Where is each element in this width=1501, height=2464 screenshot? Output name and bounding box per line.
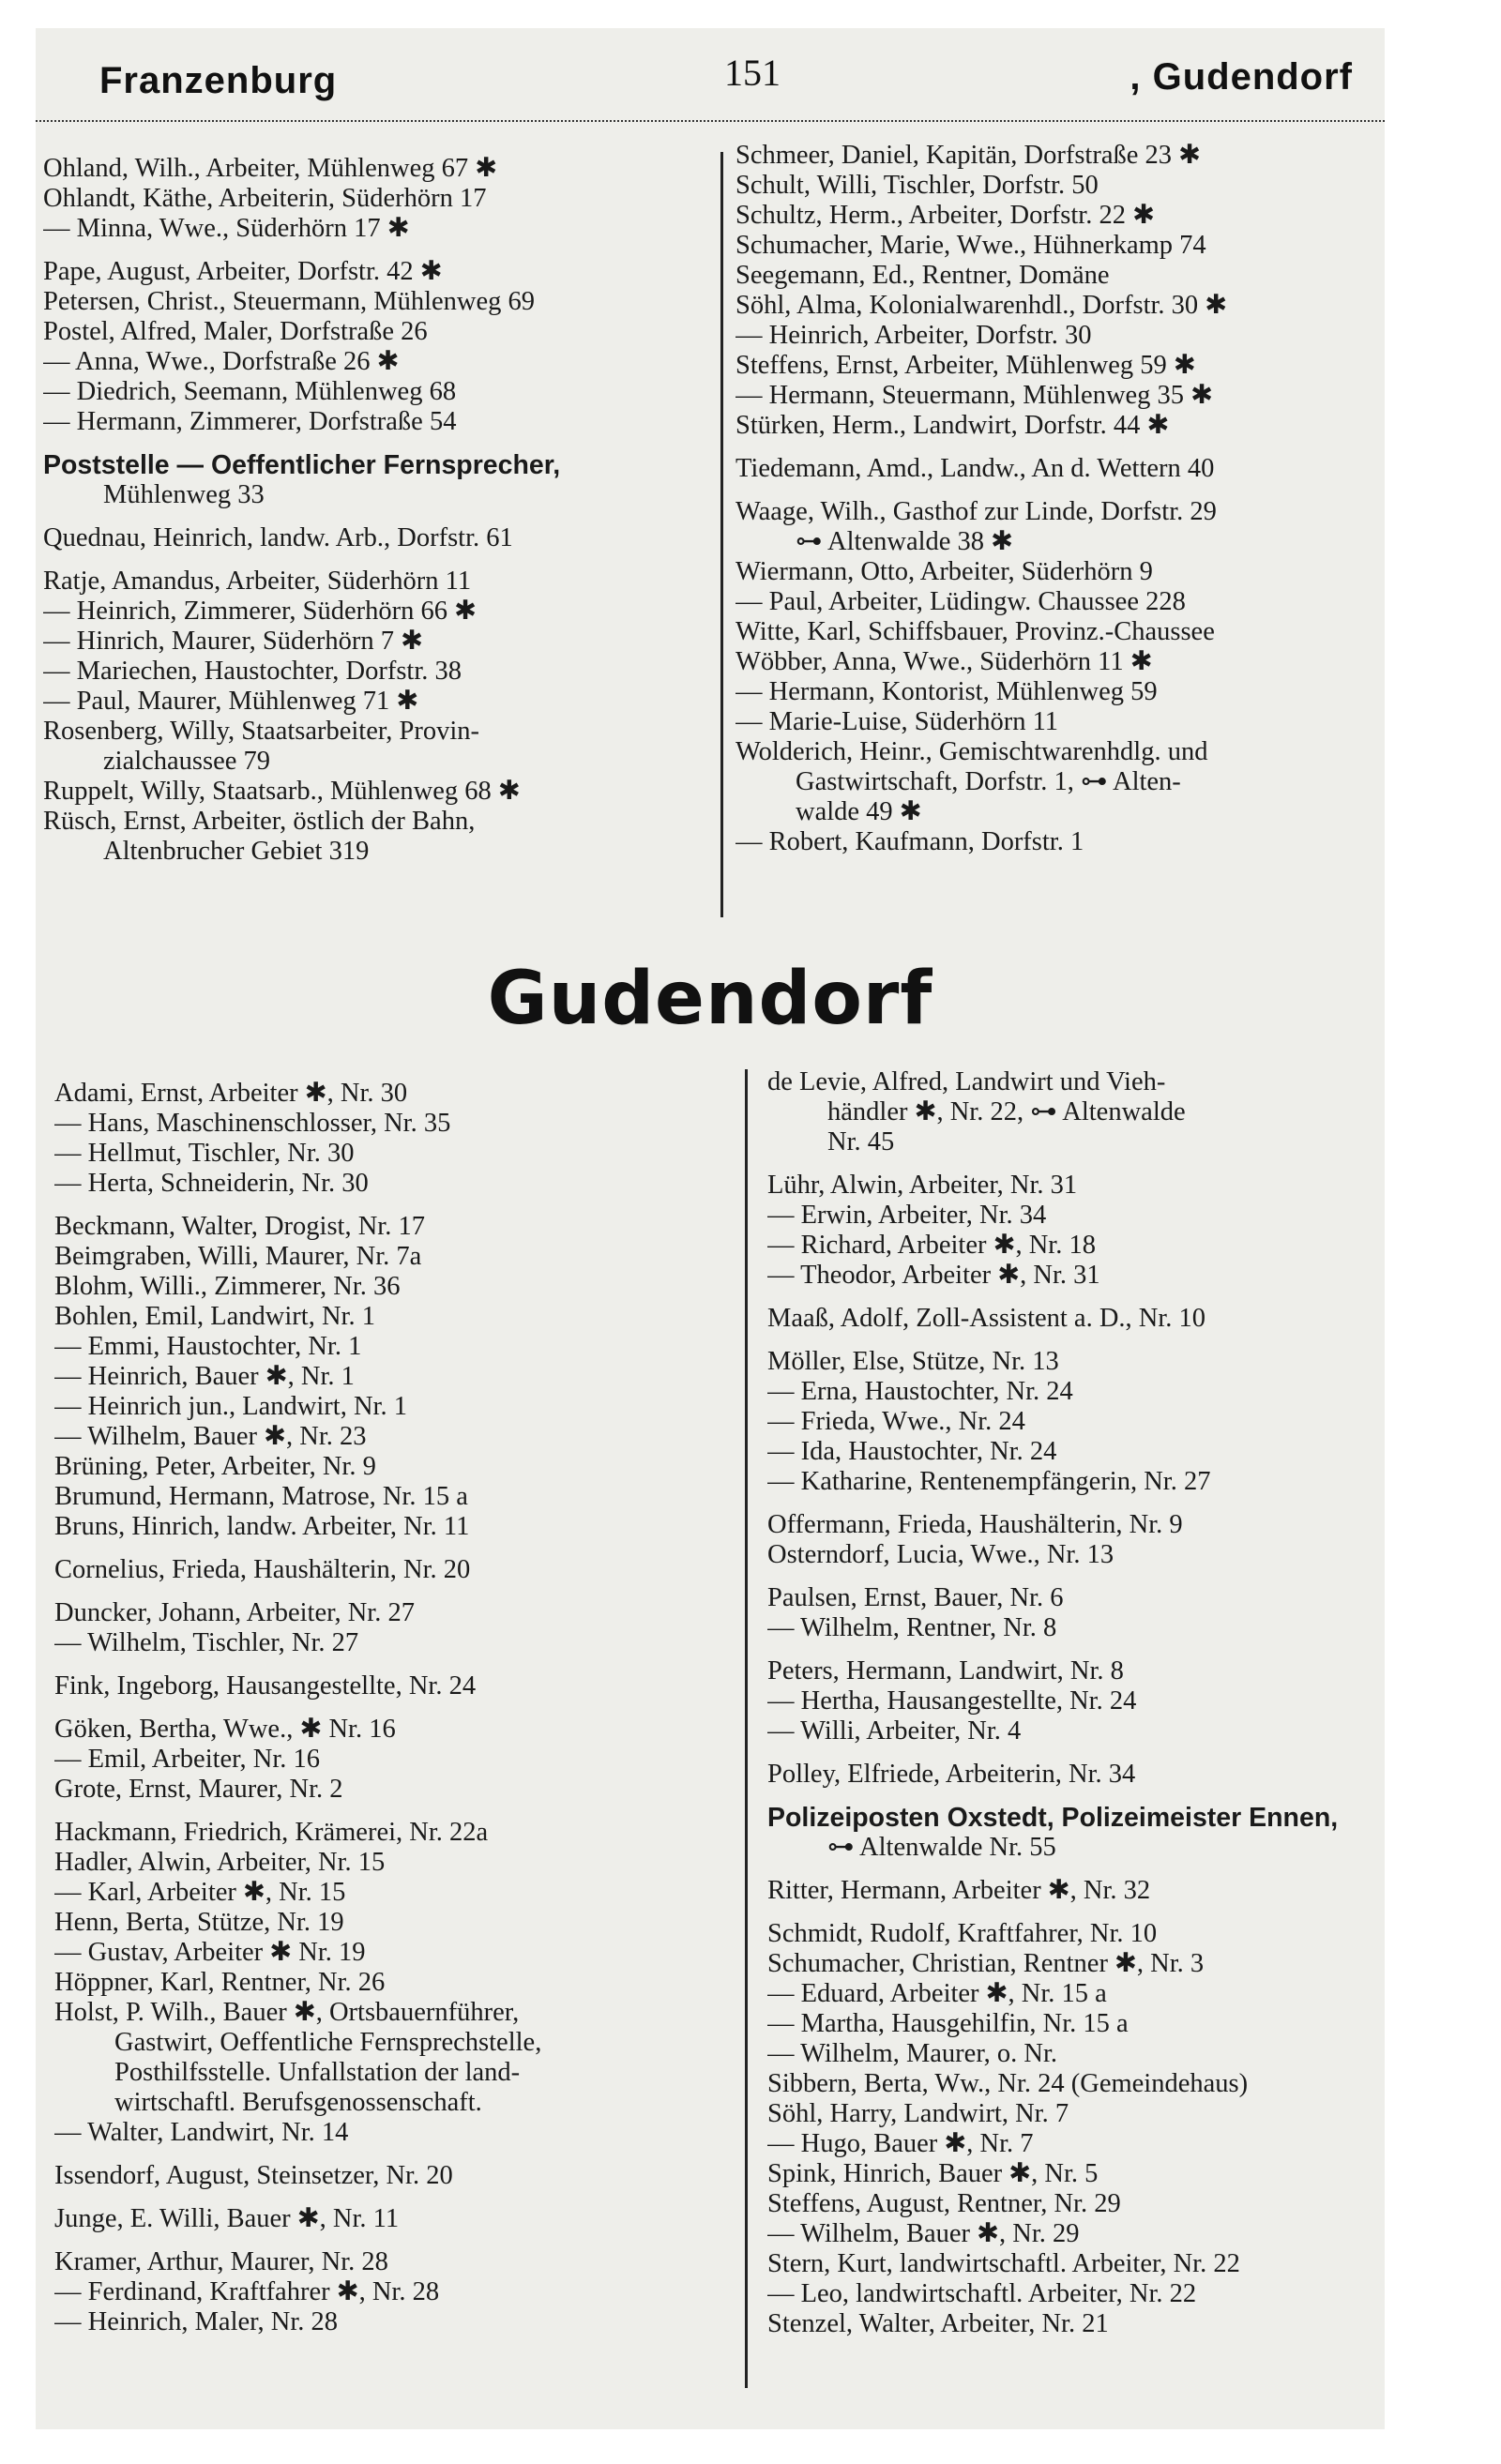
- directory-entry: Quednau, Heinrich, landw. Arb., Dorfstr. 61: [43, 523, 513, 552]
- directory-entry: Gastwirt, Oeffentliche Fernsprechstelle,: [114, 2028, 542, 2057]
- directory-entry: — Wilhelm, Bauer ✱, Nr. 23: [54, 1422, 367, 1451]
- directory-entry: Seegemann, Ed., Rentner, Domäne: [735, 261, 1110, 290]
- directory-entry: Witte, Karl, Schiffsbauer, Provinz.-Chaussee: [735, 617, 1215, 646]
- directory-entry: — Emil, Arbeiter, Nr. 16: [54, 1745, 321, 1774]
- directory-entry: — Erna, Haustochter, Nr. 24: [767, 1377, 1073, 1406]
- directory-entry: Schumacher, Christian, Rentner ✱, Nr. 3: [767, 1949, 1205, 1978]
- directory-entry: Blohm, Willi., Zimmerer, Nr. 36: [54, 1272, 401, 1301]
- directory-entry: Stenzel, Walter, Arbeiter, Nr. 21: [767, 2309, 1109, 2338]
- directory-entry: — Heinrich, Maler, Nr. 28: [54, 2307, 338, 2336]
- directory-entry: Schmidt, Rudolf, Kraftfahrer, Nr. 10: [767, 1919, 1158, 1948]
- directory-entry: — Walter, Landwirt, Nr. 14: [54, 2118, 349, 2147]
- directory-entry: — Katharine, Rentenempfängerin, Nr. 27: [767, 1467, 1211, 1496]
- directory-entry: — Hertha, Hausangestellte, Nr. 24: [767, 1686, 1137, 1716]
- directory-entry: walde 49 ✱: [796, 797, 922, 826]
- directory-entry: Ratje, Amandus, Arbeiter, Süderhörn 11: [43, 567, 472, 596]
- top-left-column: [43, 154, 700, 867]
- directory-entry: Henn, Berta, Stütze, Nr. 19: [54, 1908, 344, 1937]
- directory-entry: — Minna, Wwe., Süderhörn 17 ✱: [43, 214, 410, 243]
- directory-entry: händler ✱, Nr. 22, ⊶ Altenwalde: [827, 1097, 1186, 1126]
- directory-entry: Steffens, Ernst, Arbeiter, Mühlenweg 59 ✱: [735, 351, 1196, 380]
- directory-entry: — Hinrich, Maurer, Süderhörn 7 ✱: [43, 627, 424, 656]
- directory-entry: Ritter, Hermann, Arbeiter ✱, Nr. 32: [767, 1876, 1151, 1905]
- directory-entry: Pape, August, Arbeiter, Dorfstr. 42 ✱: [43, 257, 443, 286]
- section-title: Gudendorf: [487, 957, 933, 1041]
- directory-entry: wirtschaftl. Berufsgenossenschaft.: [114, 2088, 482, 2117]
- directory-entry: Schult, Willi, Tischler, Dorfstr. 50: [735, 171, 1099, 200]
- directory-entry: Petersen, Christ., Steuermann, Mühlenweg 69: [43, 287, 535, 316]
- directory-entry: — Willi, Arbeiter, Nr. 4: [767, 1716, 1022, 1746]
- directory-entry: — Wilhelm, Rentner, Nr. 8: [767, 1613, 1057, 1642]
- top-right-column: [735, 141, 1383, 857]
- directory-entry: Möller, Else, Stütze, Nr. 13: [767, 1347, 1059, 1376]
- directory-entry: de Levie, Alfred, Landwirt und Vieh-: [767, 1067, 1166, 1096]
- directory-entry: Hackmann, Friedrich, Krämerei, Nr. 22a: [54, 1818, 489, 1847]
- directory-entry: Rüsch, Ernst, Arbeiter, östlich der Bahn,: [43, 807, 476, 836]
- header-rule: [36, 120, 1385, 122]
- directory-entry: — Emmi, Haustochter, Nr. 1: [54, 1332, 362, 1361]
- directory-entry: Offermann, Frieda, Haushälterin, Nr. 9: [767, 1510, 1183, 1539]
- directory-entry: — Martha, Hausgehilfin, Nr. 15 a: [767, 2009, 1129, 2038]
- directory-entry: Wolderich, Heinr., Gemischtwarenhdlg. und: [735, 737, 1208, 766]
- directory-entry: Bohlen, Emil, Landwirt, Nr. 1: [54, 1302, 375, 1331]
- directory-entry: Posthilfsstelle. Unfallstation der land-: [114, 2058, 521, 2087]
- directory-entry: Göken, Bertha, Wwe., ✱ Nr. 16: [54, 1715, 396, 1744]
- directory-entry: — Heinrich jun., Landwirt, Nr. 1: [54, 1392, 407, 1421]
- directory-entry: Stern, Kurt, landwirtschaftl. Arbeiter, Nr. 22: [767, 2249, 1240, 2278]
- directory-entry: — Ida, Haustochter, Nr. 24: [767, 1437, 1057, 1466]
- bottom-left-column: [54, 1079, 749, 2337]
- directory-entry: — Hans, Maschinenschlosser, Nr. 35: [54, 1109, 451, 1138]
- directory-entry: Waage, Wilh., Gasthof zur Linde, Dorfstr. 29: [735, 497, 1217, 526]
- directory-entry: — Robert, Kaufmann, Dorfstr. 1: [735, 827, 1084, 856]
- directory-entry: — Leo, landwirtschaftl. Arbeiter, Nr. 22: [767, 2279, 1197, 2308]
- directory-entry: — Heinrich, Arbeiter, Dorfstr. 30: [735, 321, 1092, 350]
- directory-entry: Grote, Ernst, Maurer, Nr. 2: [54, 1775, 343, 1804]
- directory-entry: — Mariechen, Haustochter, Dorfstr. 38: [43, 657, 462, 686]
- directory-entry: Mühlenweg 33: [103, 480, 265, 509]
- directory-entry: — Ferdinand, Kraftfahrer ✱, Nr. 28: [54, 2277, 440, 2306]
- directory-entry: zialchaussee 79: [103, 747, 271, 776]
- directory-entry: Wöbber, Anna, Wwe., Süderhörn 11 ✱: [735, 647, 1153, 676]
- directory-entry: — Karl, Arbeiter ✱, Nr. 15: [54, 1878, 346, 1907]
- directory-entry: Polley, Elfriede, Arbeiterin, Nr. 34: [767, 1760, 1136, 1789]
- column-divider-top: [720, 152, 723, 917]
- directory-entry: — Wilhelm, Tischler, Nr. 27: [54, 1628, 359, 1657]
- directory-entry: Maaß, Adolf, Zoll-Assistent a. D., Nr. 10: [767, 1304, 1206, 1333]
- directory-entry: Lühr, Alwin, Arbeiter, Nr. 31: [767, 1171, 1078, 1200]
- directory-entry: — Theodor, Arbeiter ✱, Nr. 31: [767, 1261, 1100, 1290]
- directory-entry: Steffens, August, Rentner, Nr. 29: [767, 2189, 1121, 2218]
- directory-entry: — Hermann, Steuermann, Mühlenweg 35 ✱: [735, 381, 1214, 410]
- directory-entry: Beimgraben, Willi, Maurer, Nr. 7a: [54, 1242, 422, 1271]
- directory-entry: Cornelius, Frieda, Haushälterin, Nr. 20: [54, 1555, 471, 1584]
- directory-entry: Schultz, Herm., Arbeiter, Dorfstr. 22 ✱: [735, 201, 1155, 230]
- directory-entry: — Paul, Arbeiter, Lüdingw. Chaussee 228: [735, 587, 1186, 616]
- directory-entry: — Anna, Wwe., Dorfstraße 26 ✱: [43, 347, 400, 376]
- directory-entry: — Heinrich, Zimmerer, Süderhörn 66 ✱: [43, 597, 477, 626]
- directory-entry: — Hugo, Bauer ✱, Nr. 7: [767, 2129, 1034, 2158]
- directory-entry: Paulsen, Ernst, Bauer, Nr. 6: [767, 1583, 1064, 1612]
- directory-entry: Beckmann, Walter, Drogist, Nr. 17: [54, 1212, 425, 1241]
- directory-entry: Rosenberg, Willy, Staatsarbeiter, Provin-: [43, 717, 479, 746]
- directory-entry: Adami, Ernst, Arbeiter ✱, Nr. 30: [54, 1079, 408, 1108]
- directory-entry: — Wilhelm, Maurer, o. Nr.: [767, 2039, 1058, 2068]
- directory-entry: Holst, P. Wilh., Bauer ✱, Ortsbauernführer,: [54, 1998, 520, 2027]
- page-number: 151: [724, 52, 781, 94]
- directory-entry: Stürken, Herm., Landwirt, Dorfstr. 44 ✱: [735, 411, 1170, 440]
- directory-entry: Postel, Alfred, Maler, Dorfstraße 26: [43, 317, 428, 346]
- directory-entry: — Erwin, Arbeiter, Nr. 34: [767, 1201, 1047, 1230]
- directory-entry: Issendorf, August, Steinsetzer, Nr. 20: [54, 2161, 453, 2190]
- directory-entry: — Hellmut, Tischler, Nr. 30: [54, 1139, 355, 1168]
- directory-entry: — Heinrich, Bauer ✱, Nr. 1: [54, 1362, 355, 1391]
- directory-entry: Peters, Hermann, Landwirt, Nr. 8: [767, 1656, 1124, 1685]
- directory-entry: Brüning, Peter, Arbeiter, Nr. 9: [54, 1452, 376, 1481]
- header-right-place: , Gudendorf: [1130, 56, 1353, 98]
- directory-entry: — Marie-Luise, Süderhörn 11: [735, 707, 1059, 736]
- directory-entry: — Hermann, Zimmerer, Dorfstraße 54: [43, 407, 457, 436]
- directory-entry: Höppner, Karl, Rentner, Nr. 26: [54, 1968, 386, 1997]
- directory-entry: Brumund, Hermann, Matrose, Nr. 15 a: [54, 1482, 468, 1511]
- directory-entry: — Paul, Maurer, Mühlenweg 71 ✱: [43, 687, 419, 716]
- directory-entry: — Gustav, Arbeiter ✱ Nr. 19: [54, 1938, 366, 1967]
- directory-page: [36, 28, 1385, 2429]
- directory-entry: Ruppelt, Willy, Staatsarb., Mühlenweg 68 ✱: [43, 777, 521, 806]
- directory-entry: — Eduard, Arbeiter ✱, Nr. 15 a: [767, 1979, 1107, 2008]
- directory-entry: Ohlandt, Käthe, Arbeiterin, Süderhörn 17: [43, 184, 487, 213]
- directory-entry: — Richard, Arbeiter ✱, Nr. 18: [767, 1231, 1096, 1260]
- running-header: [68, 38, 1385, 113]
- directory-entry: Poststelle — Oeffentlicher Fernsprecher,: [43, 450, 561, 480]
- directory-entry: Kramer, Arthur, Maurer, Nr. 28: [54, 2247, 388, 2276]
- directory-entry: Ohland, Wilh., Arbeiter, Mühlenweg 67 ✱: [43, 154, 498, 183]
- directory-entry: Gastwirtschaft, Dorfstr. 1, ⊶ Alten-: [796, 767, 1181, 796]
- directory-entry: Söhl, Alma, Kolonialwarenhdl., Dorfstr. 30 ✱: [735, 291, 1228, 320]
- directory-entry: Söhl, Harry, Landwirt, Nr. 7: [767, 2099, 1069, 2128]
- directory-entry: — Wilhelm, Bauer ✱, Nr. 29: [767, 2219, 1080, 2248]
- directory-entry: Osterndorf, Lucia, Wwe., Nr. 13: [767, 1540, 1114, 1569]
- directory-entry: Altenbrucher Gebiet 319: [103, 837, 370, 866]
- bottom-right-column: [767, 1067, 1383, 2339]
- directory-entry: — Herta, Schneiderin, Nr. 30: [54, 1169, 369, 1198]
- header-left-place: Franzenburg: [99, 60, 338, 101]
- directory-entry: Duncker, Johann, Arbeiter, Nr. 27: [54, 1598, 415, 1627]
- directory-entry: Schmeer, Daniel, Kapitän, Dorfstraße 23 ✱: [735, 141, 1201, 170]
- directory-entry: ⊶ Altenwalde 38 ✱: [796, 527, 1014, 556]
- directory-entry: — Frieda, Wwe., Nr. 24: [767, 1407, 1025, 1436]
- directory-entry: Schumacher, Marie, Wwe., Hühnerkamp 74: [735, 231, 1206, 260]
- directory-entry: ⊶ Altenwalde Nr. 55: [827, 1833, 1056, 1862]
- directory-entry: Bruns, Hinrich, landw. Arbeiter, Nr. 11: [54, 1512, 470, 1541]
- directory-entry: Spink, Hinrich, Bauer ✱, Nr. 5: [767, 2159, 1099, 2188]
- directory-entry: Fink, Ingeborg, Hausangestellte, Nr. 24: [54, 1671, 477, 1701]
- column-divider-bottom: [745, 1069, 748, 2388]
- directory-entry: Polizeiposten Oxstedt, Polizeimeister Ennen,: [767, 1803, 1339, 1833]
- directory-entry: Nr. 45: [827, 1127, 895, 1156]
- directory-entry: — Diedrich, Seemann, Mühlenweg 68: [43, 377, 457, 406]
- directory-entry: Tiedemann, Amd., Landw., An d. Wettern 40: [735, 454, 1215, 483]
- directory-entry: Sibbern, Berta, Ww., Nr. 24 (Gemeindehaus): [767, 2069, 1249, 2098]
- directory-entry: — Hermann, Kontorist, Mühlenweg 59: [735, 677, 1158, 706]
- directory-entry: Hadler, Alwin, Arbeiter, Nr. 15: [54, 1848, 386, 1877]
- directory-entry: Wiermann, Otto, Arbeiter, Süderhörn 9: [735, 557, 1153, 586]
- directory-entry: Junge, E. Willi, Bauer ✱, Nr. 11: [54, 2204, 400, 2233]
